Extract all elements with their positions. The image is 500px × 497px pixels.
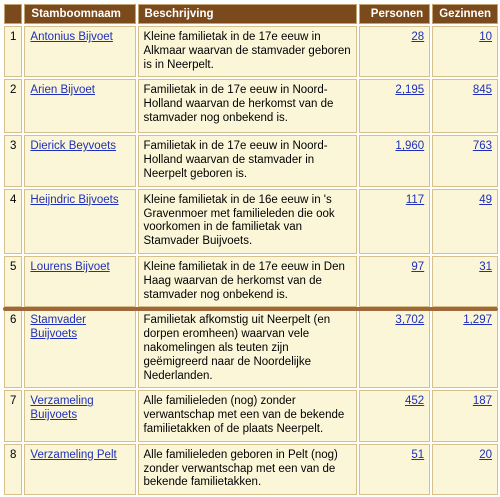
persons-count-link[interactable]: 2,195: [395, 84, 425, 97]
tree-name-link[interactable]: Arien Bijvoet: [30, 84, 95, 97]
table-row: [4, 256, 498, 307]
row-index: 8: [4, 444, 22, 495]
tree-description: Alle familieleden geboren in Pelt (nog) zonder verwantschap met een van de bekende familietakken.: [138, 444, 357, 495]
families-count-link[interactable]: 187: [472, 395, 492, 408]
tree-description: Kleine familietak in de 16e eeuw in 's Gravenmoer met familieleden die ook voorkomen in de familietak van Stamvader Buijvoets.: [138, 189, 357, 254]
persons-count-link[interactable]: 97: [411, 260, 425, 273]
persons-count-link[interactable]: 452: [405, 395, 425, 408]
tree-description: Familietak in de 17e eeuw in Noord-Holland waarvan de stamvader in Neerpelt geboren is.: [138, 135, 357, 186]
tree-name-link[interactable]: Dierick Beyvoets: [30, 140, 117, 153]
table-row: [4, 390, 498, 441]
table-row: [4, 444, 498, 495]
table-row: [4, 189, 498, 254]
row-index: 2: [4, 79, 22, 133]
persons-count-link[interactable]: 1,960: [395, 140, 425, 153]
row-index: 1: [4, 26, 22, 77]
families-count-link[interactable]: 49: [479, 193, 492, 206]
row-index: 5: [4, 256, 22, 307]
table-row: [4, 309, 498, 388]
tree-name-link[interactable]: Heijndric Bijvoets: [30, 193, 119, 206]
families-count-link[interactable]: 31: [479, 260, 492, 273]
table-row: [4, 79, 498, 133]
header-persons: Personen: [359, 4, 430, 24]
header-index: [4, 4, 22, 24]
tree-description: Familietak in de 17e eeuw in Noord-Holland waarvan de herkomst van de stamvader nog onbekend is.: [138, 79, 357, 133]
persons-count-link[interactable]: 28: [411, 31, 425, 43]
tree-name-link[interactable]: Verzameling Buijvoets: [30, 395, 94, 422]
families-count-link[interactable]: 20: [479, 448, 492, 461]
persons-count-link[interactable]: 117: [405, 193, 425, 206]
families-count-link[interactable]: 1,297: [463, 314, 492, 327]
tree-description: Kleine familietak in de 17e eeuw in Den Haag waarvan de herkomst van de stamvader nog onbekend is.: [138, 256, 357, 307]
families-count-link[interactable]: 763: [472, 140, 492, 153]
header-description: Beschrijving: [138, 4, 357, 24]
families-count-link[interactable]: 845: [472, 84, 492, 97]
row-index: 4: [4, 189, 22, 254]
row-index: 3: [4, 135, 22, 186]
tree-name-link[interactable]: Antonius Bijvoet: [30, 31, 113, 43]
family-tree-table: [2, 2, 500, 497]
tree-name-link[interactable]: Lourens Bijvoet: [30, 260, 110, 273]
tree-description: Familietak afkomstig uit Neerpelt (en dorpen eromheen) waarvan vele nakomelingen als teuten zijn geëmigreerd naar de Noordelijke Nederlanden.: [138, 309, 357, 388]
section-divider: [3, 307, 498, 311]
header-name: Stamboomnaam: [24, 4, 135, 24]
persons-count-link[interactable]: 51: [411, 448, 425, 461]
tree-name-link[interactable]: Verzameling Pelt: [30, 448, 117, 461]
table-row: [4, 135, 498, 186]
families-count-link[interactable]: 10: [479, 31, 492, 43]
header-families: Gezinnen: [432, 4, 498, 24]
table-row: [4, 26, 498, 77]
tree-description: Kleine familietak in de 17e eeuw in Alkmaar waarvan de stamvader geboren is in Neerpelt.: [138, 26, 357, 77]
row-index: 6: [4, 309, 22, 388]
tree-name-link[interactable]: Stamvader Buijvoets: [30, 314, 87, 341]
tree-description: Alle familieleden (nog) zonder verwantschap met een van de bekende familietakken of de plaats Neerpelt.: [138, 390, 357, 441]
persons-count-link[interactable]: 3,702: [395, 314, 425, 327]
row-index: 7: [4, 390, 22, 441]
table-header-row: [4, 4, 498, 24]
